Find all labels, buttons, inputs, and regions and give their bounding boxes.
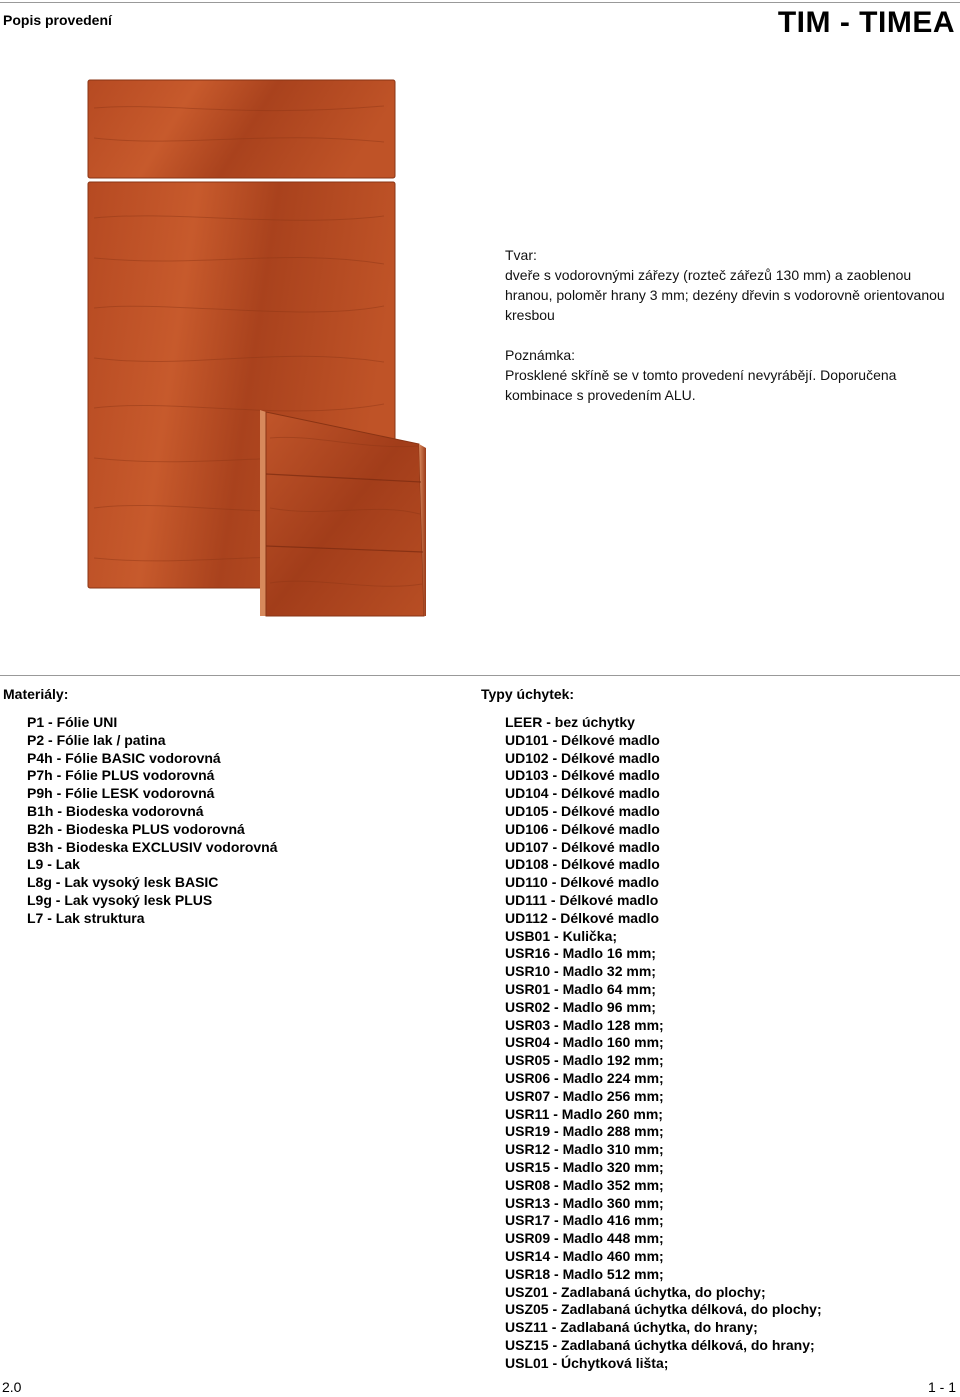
list-item: UD110 - Délkové madlo [505,874,660,891]
list-item: USR12 - Madlo 310 mm; [505,1141,664,1158]
list-item: USB01 - Kulička; [505,927,618,944]
handles-title: Typy úchytek: [481,686,575,702]
list-item: P4h - Fólie BASIC vodorovná [27,749,221,766]
list-item: P1 - Fólie UNI [27,714,118,730]
list-item: UD105 - Délkové madlo [505,802,660,819]
materials-title: Materiály: [3,686,69,702]
page-title: Popis provedení [3,12,112,28]
list-item: USR06 - Madlo 224 mm; [505,1069,664,1086]
list-item: USR19 - Madlo 288 mm; [505,1123,664,1140]
list-item: USR14 - Madlo 460 mm; [505,1247,664,1264]
list-item: B1h - Biodeska vodorovná [27,802,204,819]
list-item: UD111 - Délkové madlo [505,891,659,908]
version-number: 2.0 [2,1379,22,1395]
list-item: USR11 - Madlo 260 mm; [505,1105,663,1122]
shape-label: Tvar: [505,247,537,263]
list-item: USR01 - Madlo 64 mm; [505,980,656,997]
list-item: USR10 - Madlo 32 mm; [505,963,656,980]
list-item: B3h - Biodeska EXCLUSIV vodorovná [27,838,278,855]
list-item: B2h - Biodeska PLUS vodorovná [27,820,245,837]
section-divider [0,675,960,676]
list-item: USR18 - Madlo 512 mm; [505,1265,664,1282]
list-item: USR17 - Madlo 416 mm; [505,1212,664,1229]
list-item: L8g - Lak vysoký lesk BASIC [27,874,219,891]
list-item: UD103 - Délkové madlo [505,767,660,784]
list-item: UD101 - Délkové madlo [505,731,660,748]
list-item: USZ15 - Zadlabaná úchytka délková, do hrany; [505,1336,815,1353]
materials-list [27,714,278,928]
list-item: USR02 - Madlo 96 mm; [505,998,656,1015]
note-text: Prosklené skříně se v tomto provedení nevyrábějí. Doporučena kombinace s provedením ALU. [505,367,897,403]
list-item: P9h - Fólie LESK vodorovná [27,785,215,802]
list-item: USR15 - Madlo 320 mm; [505,1158,664,1175]
list-item: USR07 - Madlo 256 mm; [505,1087,664,1104]
note-label: Poznámka: [505,347,576,363]
list-item: USZ01 - Zadlabaná úchytka, do plochy; [505,1283,766,1300]
list-item: USR08 - Madlo 352 mm; [505,1176,664,1193]
list-item: UD108 - Délkové madlo [505,856,660,873]
list-item: UD102 - Délkové madlo [505,749,660,766]
list-item: USR13 - Madlo 360 mm; [505,1194,664,1211]
door-product-photo [84,78,429,618]
header-rule [0,2,960,3]
list-item: USR16 - Madlo 16 mm; [505,945,656,962]
list-item: L9g - Lak vysoký lesk PLUS [27,891,213,908]
page-number: 1 - 1 [927,1379,956,1395]
list-item: UD104 - Délkové madlo [505,785,660,802]
list-item: USR09 - Madlo 448 mm; [505,1230,664,1247]
list-item: UD106 - Délkové madlo [505,820,660,837]
brand-title: TIM - TIMEA [777,6,955,39]
description-block [505,245,955,425]
list-item: USL01 - Úchytková lišta; [505,1354,669,1371]
handles-list [505,714,822,1372]
door-sample-edge [260,410,266,616]
door-top-panel [88,80,395,178]
list-item: USZ11 - Zadlabaná úchytka, do hrany; [505,1319,758,1336]
list-item: P7h - Fólie PLUS vodorovná [27,767,215,784]
list-item: UD112 - Délkové madlo [505,909,660,926]
list-item: LEER - bez úchytky [505,714,635,730]
list-item: USR05 - Madlo 192 mm; [505,1052,664,1069]
shape-text: dveře s vodorovnými zářezy (rozteč zářezů 130 mm) a zaoblenou hranou, poloměr hrany 3 mm; dezény dřevin s vodorovně orientovanou kresbou [505,267,945,323]
list-item: USR03 - Madlo 128 mm; [505,1016,664,1033]
list-item: UD107 - Délkové madlo [505,838,660,855]
list-item: L7 - Lak struktura [27,909,145,926]
list-item: P2 - Fólie lak / patina [27,731,166,748]
list-item: USZ05 - Zadlabaná úchytka délková, do plochy; [505,1301,822,1318]
list-item: USR04 - Madlo 160 mm; [505,1034,664,1051]
list-item: L9 - Lak [27,856,80,873]
